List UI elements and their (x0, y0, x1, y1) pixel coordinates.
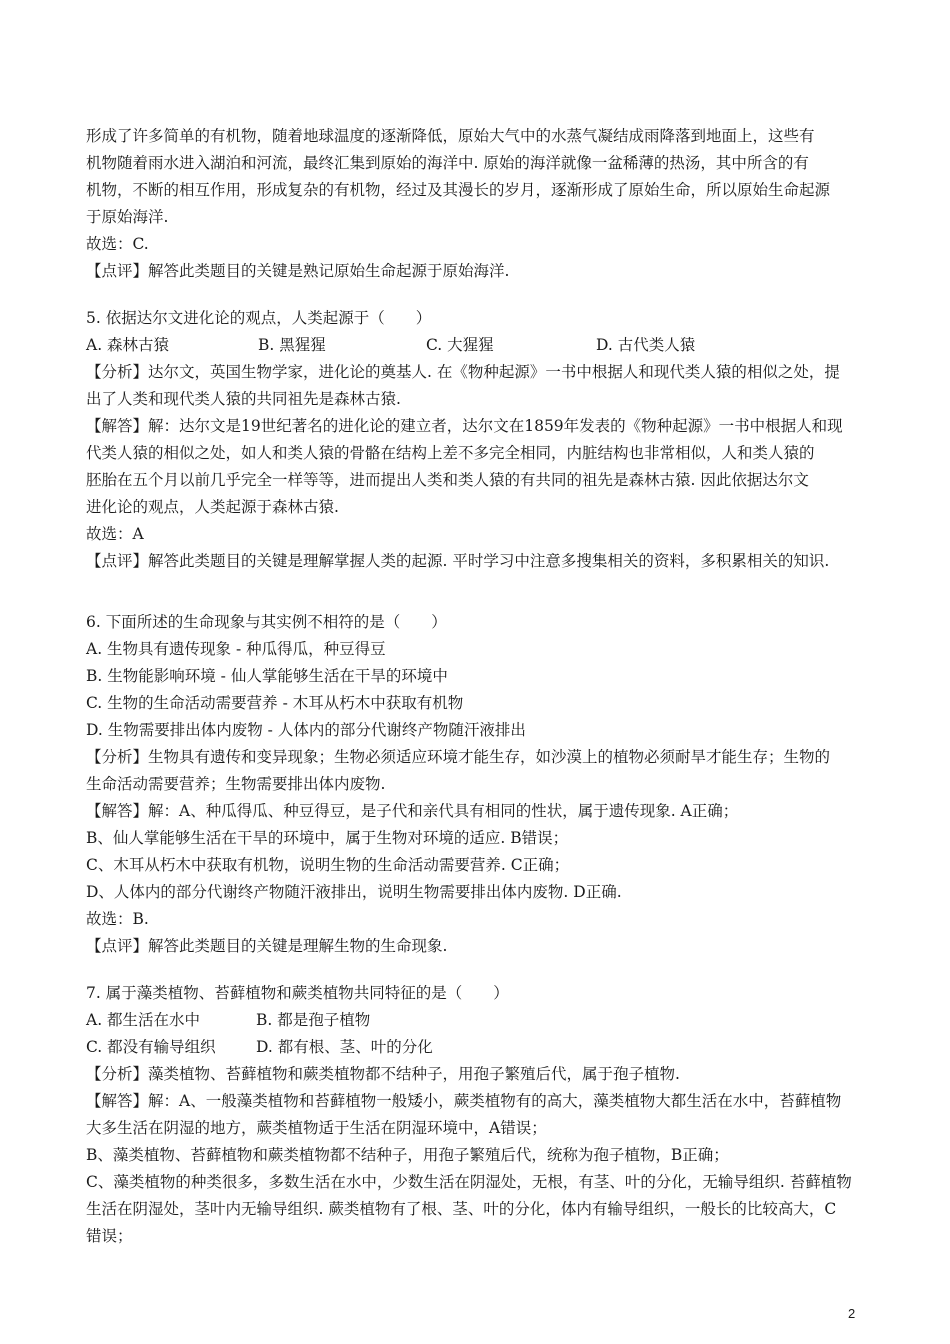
q6-comment: 【点评】解答此类题目的关键是理解生物的生命现象. (86, 937, 448, 955)
q5-option-b: B. 黑猩猩 (258, 336, 326, 354)
intro-line: 机物随着雨水进入湖泊和河流，最终汇集到原始的海洋中. 原始的海洋就像一盆稀薄的热汤，其中所含的有 (86, 154, 809, 172)
intro-line: 于原始海洋. (86, 208, 169, 226)
q7-solution-line: 生活在阴湿处，茎叶内无输导组织. 蕨类植物有了根、茎、叶的分化，体内有输导组织，一般长的比较高大，C (86, 1200, 837, 1218)
q6-solution-line: C、木耳从朽木中获取有机物，说明生物的生命活动需要营养. C正确； (86, 856, 570, 874)
q6-answer: 故选：B. (86, 910, 149, 928)
q6-option-d: D. 生物需要排出体内废物 - 人体内的部分代谢终产物随汗液排出 (86, 721, 526, 739)
q5-comment: 【点评】解答此类题目的关键是理解掌握人类的起源. 平时学习中注意多搜集相关的资料，多积累相关的知识. (86, 552, 830, 570)
q5-option-d: D. 古代类人猿 (596, 336, 696, 354)
q5-option-a: A. 森林古猿 (86, 336, 170, 354)
question-6: 6. 下面所述的生命现象与其实例不相符的是（ ） (86, 613, 447, 631)
q7-solution-line: 【解答】解：A、一般藻类植物和苔藓植物一般矮小，蕨类植物有的高大，藻类植物大都生活在水中，苔藓植物 (86, 1092, 842, 1110)
q7-solution-line: B、藻类植物、苔藓植物和蕨类植物都不结种子，用孢子繁殖后代，统称为孢子植物，B正确； (86, 1146, 729, 1164)
q5-option-c: C. 大猩猩 (426, 336, 494, 354)
q7-option-c: C. 都没有输导组织 (86, 1038, 216, 1056)
q6-solution-line: D、人体内的部分代谢终产物随汗液排出，说明生物需要排出体内废物. D正确. (86, 883, 622, 901)
q7-solution-line: 错误； (86, 1227, 133, 1245)
question-7: 7. 属于藻类植物、苔藓植物和蕨类植物共同特征的是（ ） (86, 984, 509, 1002)
intro-line: 机物，不断的相互作用，形成复杂的有机物，经过及其漫长的岁月，逐渐形成了原始生命，所以原始生命起源 (86, 181, 831, 199)
q6-option-b: B. 生物能影响环境 - 仙人掌能够生活在干旱的环境中 (86, 667, 448, 685)
question-5: 5. 依据达尔文进化论的观点，人类起源于（ ） (86, 309, 432, 327)
q7-solution-line: 大多生活在阴湿的地方，蕨类植物适于生活在阴湿环境中，A错误； (86, 1119, 547, 1137)
q5-solution-line: 代类人猿的相似之处，如人和类人猿的骨骼在结构上差不多完全相同，内脏结构也非常相似，人和类人猿的 (86, 444, 815, 462)
q6-option-a: A. 生物具有遗传现象 - 种瓜得瓜，种豆得豆 (86, 640, 386, 658)
q6-solution-line: 【解答】解：A、种瓜得瓜、种豆得豆，是子代和亲代具有相同的性状，属于遗传现象. A正确； (86, 802, 739, 820)
q6-option-c: C. 生物的生命活动需要营养 - 木耳从朽木中获取有机物 (86, 694, 464, 712)
q7-option-a: A. 都生活在水中 (86, 1011, 201, 1029)
q6-solution-line: B、仙人掌能够生活在干旱的环境中，属于生物对环境的适应. B错误； (86, 829, 569, 847)
q7-option-b: B. 都是孢子植物 (256, 1011, 371, 1029)
q5-solution-line: 进化论的观点，人类起源于森林古猿. (86, 498, 339, 516)
q5-solution-line: 【解答】解：达尔文是19世纪著名的进化论的建立者，达尔文在1859年发表的《物种起源》一书中根据人和现 (86, 417, 843, 435)
q7-option-d: D. 都有根、茎、叶的分化 (256, 1038, 433, 1056)
q6-analysis-line: 生命活动需要营养；生物需要排出体内废物. (86, 775, 386, 793)
q5-answer: 故选：A (86, 525, 144, 543)
intro-answer: 故选：C. (86, 235, 149, 253)
q5-analysis-line: 【分析】达尔文，英国生物学家，进化论的奠基人. 在《物种起源》一书中根据人和现代类人猿的相似之处，提 (86, 363, 840, 381)
q7-solution-line: C、藻类植物的种类很多，多数生活在水中，少数生活在阴湿处，无根，有茎、叶的分化，无输导组织. 苔藓植物 (86, 1173, 852, 1191)
page-number: 2 (848, 1306, 856, 1321)
q5-solution-line: 胚胎在五个月以前几乎完全一样等等，进而提出人类和类人猿的有共同的祖先是森林古猿. 因此依据达尔文 (86, 471, 809, 489)
q7-analysis-line: 【分析】藻类植物、苔藓植物和蕨类植物都不结种子，用孢子繁殖后代，属于孢子植物. (86, 1065, 680, 1083)
intro-line: 形成了许多简单的有机物，随着地球温度的逐渐降低，原始大气中的水蒸气凝结成雨降落到地面上，这些有 (86, 127, 815, 145)
q5-analysis-line: 出了人类和现代类人猿的共同祖先是森林古猿. (86, 390, 401, 408)
intro-comment: 【点评】解答此类题目的关键是熟记原始生命起源于原始海洋. (86, 262, 510, 280)
q6-analysis-line: 【分析】生物具有遗传和变异现象；生物必须适应环境才能生存，如沙漠上的植物必须耐旱才能生存；生物的 (86, 748, 831, 766)
